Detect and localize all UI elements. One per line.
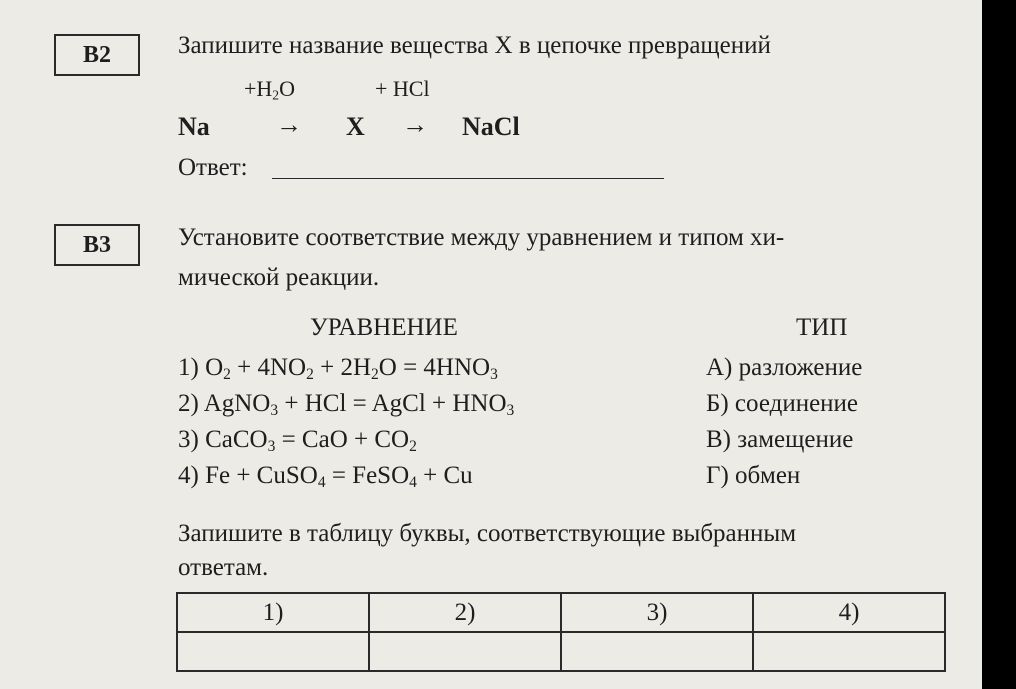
chain-arrow-1: → xyxy=(276,110,302,139)
answer-line[interactable] xyxy=(272,178,664,179)
b3-question-line1: Установите соответствие между уравнением и типом хи- xyxy=(178,224,785,251)
chain-end: NaCl xyxy=(462,112,520,141)
reagent-water xyxy=(244,76,295,103)
answer-table-input-row xyxy=(177,632,945,671)
answer-cell-2[interactable] xyxy=(369,632,561,671)
instruction-line2: ответам. xyxy=(178,554,269,581)
answer-label: Ответ: xyxy=(178,154,248,181)
type-v: В) замещение xyxy=(706,426,854,453)
b2-question: Запишите название вещества X в цепочке превращений xyxy=(178,32,771,59)
type-a: А) разложение xyxy=(706,354,863,381)
type-b: Б) соединение xyxy=(706,390,859,417)
answer-cell-1[interactable] xyxy=(177,632,369,671)
answer-cell-3[interactable] xyxy=(561,632,753,671)
chain-start: Na xyxy=(178,112,210,141)
chain-arrow-2: → xyxy=(402,110,428,139)
equation-2: 2) AgNO$_3$ + HCl = AgCl + $HNO_3$ xyxy=(178,390,515,419)
instruction-line1: Запишите в таблицу буквы, соответствующие выбранным xyxy=(178,520,797,547)
task-badge-b3: B3 xyxy=(54,224,140,266)
column-header-equation: УРАВНЕНИЕ xyxy=(310,314,458,341)
equation-1: 1) $O_2 + 4NO_2 + 2H_2O = 4HNO_3$ xyxy=(178,354,498,383)
column-header-type: ТИП xyxy=(796,314,848,341)
answer-header-3: 3) xyxy=(561,593,753,632)
answer-header-1: 1) xyxy=(177,593,369,632)
task-badge-b2: B2 xyxy=(54,34,140,76)
equation-4: 4) Fe + CuSO$_4$ = FeSO$_4$ + Cu xyxy=(178,462,473,491)
answer-cell-4[interactable] xyxy=(753,632,945,671)
answer-table-header-row xyxy=(177,593,945,632)
reagent-hcl: + HCl xyxy=(375,76,430,101)
reagent-water-text: $+H_2O$ xyxy=(244,76,295,103)
b3-question-line2: мической реакции. xyxy=(178,264,380,291)
answer-header-2: 2) xyxy=(369,593,561,632)
chain-middle: X xyxy=(346,112,365,141)
equation-3: 3) CaCO$_3$ = CaO + $CO_2$ xyxy=(178,426,417,455)
type-g: Г) обмен xyxy=(706,462,801,489)
answer-table xyxy=(176,592,946,672)
answer-header-4: 4) xyxy=(753,593,945,632)
